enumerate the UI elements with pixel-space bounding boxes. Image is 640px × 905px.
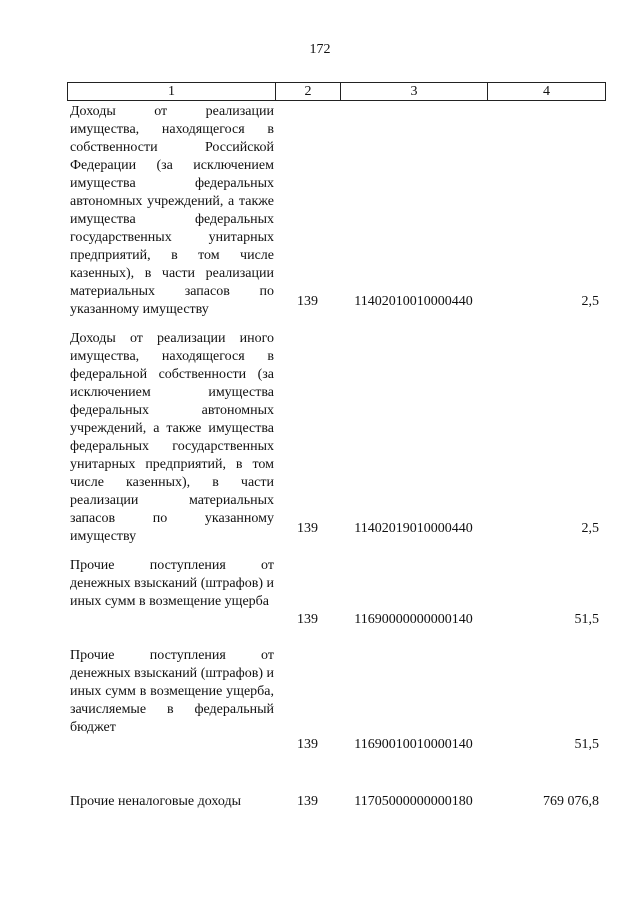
table-row bbox=[67, 103, 606, 317]
row-classification-code: 11402010010000440 bbox=[354, 294, 473, 309]
page-number: 172 bbox=[309, 42, 331, 57]
row-admin-code: 139 bbox=[297, 521, 318, 536]
table-row bbox=[67, 647, 606, 754]
row-amount: 2,5 bbox=[581, 294, 599, 309]
row-amount: 2,5 bbox=[581, 521, 599, 536]
row-classification-code: 11690010010000140 bbox=[354, 737, 473, 752]
row-admin-code: 139 bbox=[297, 294, 318, 309]
row-description: Прочие поступления от денежных взысканий (штрафов) и иных сумм в возмещение ущерба bbox=[70, 558, 274, 609]
row-classification-code: 11705000000000180 bbox=[354, 794, 473, 809]
row-description: Прочие неналоговые доходы bbox=[70, 794, 242, 809]
header-col-2: 2 bbox=[276, 83, 341, 100]
table-row bbox=[67, 330, 606, 544]
row-description: Прочие поступления от денежных взысканий (штрафов) и иных сумм в возмещение ущерба, зачисляемые в федеральный бюджет bbox=[70, 648, 274, 735]
table-row bbox=[67, 557, 606, 629]
row-amount: 51,5 bbox=[574, 737, 599, 752]
header-col-3: 3 bbox=[341, 83, 488, 100]
row-classification-code: 11402019010000440 bbox=[354, 521, 473, 536]
row-description: Доходы от реализации имущества, находящегося в собственности Российской Федерации (за исключением имущества федеральных автономных учреждений, а также имущества федеральных государственных унитарных предприятий, в том числе казенных), в части реализации материальных запасов по указанному имуществу bbox=[70, 104, 274, 317]
table-row bbox=[67, 793, 606, 811]
header-col-1: 1 bbox=[68, 83, 276, 100]
row-amount: 51,5 bbox=[574, 612, 599, 627]
row-amount: 769 076,8 bbox=[543, 794, 599, 809]
row-admin-code: 139 bbox=[297, 612, 318, 627]
row-description: Доходы от реализации иного имущества, находящегося в федеральной собственности (за исключением имущества федеральных автономных учреждений, а также имущества федеральных государственных унитарных предприятий, в том числе казенных), в части реализации материальных запасов по указанному имуществу bbox=[70, 331, 274, 544]
table-header bbox=[67, 82, 606, 101]
row-admin-code: 139 bbox=[297, 737, 318, 752]
row-admin-code: 139 bbox=[297, 794, 318, 809]
header-col-4: 4 bbox=[543, 84, 550, 99]
row-classification-code: 11690000000000140 bbox=[354, 612, 473, 627]
